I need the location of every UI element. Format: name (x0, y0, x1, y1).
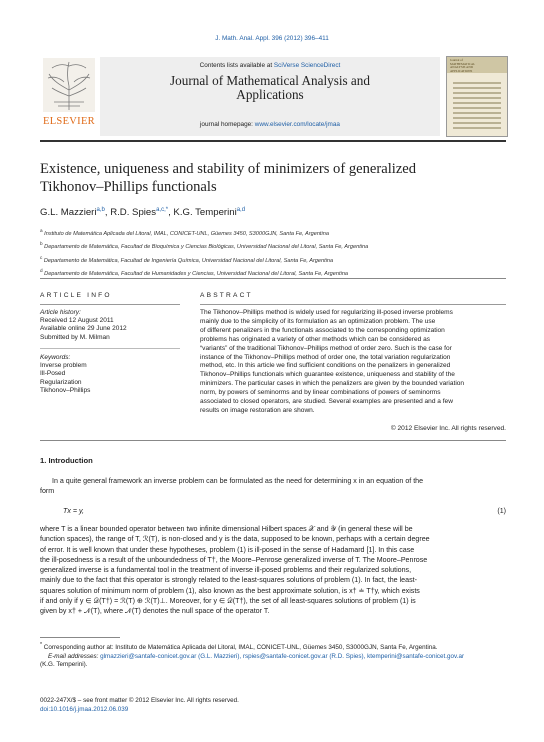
affiliation-marker: a (40, 228, 43, 233)
cover-title-line-2: MATHEMATICAL (450, 61, 476, 66)
footnote-marker: * (40, 642, 43, 648)
article-title-line-1: Existence, uniqueness and stability of minimizers of generalized (40, 161, 417, 177)
affiliation-text: Departamento de Matemática, Facultad de Bioquímica y Ciencias Biológicas, Universidad Nacional del Litoral, Santa Fe, Argentina (44, 244, 369, 251)
article-info-rule (40, 304, 180, 305)
email-label: E-mail addresses: (48, 652, 99, 660)
intro-line: where T is a linear bounded operator between two infinite dimensional Hilbert spaces 𝒳 and 𝒴 (in general these will be (40, 525, 413, 533)
journal-title (100, 74, 440, 101)
intro-line: of error. It is well known that under these hypotheses, problem (1) is ill-posed in the sense of Hadamard [1]. In this case (40, 545, 415, 554)
affiliation-text: Departamento de Matemática, Facultad de Humanidades y Ciencias, Universidad Nacional del Litoral, Santa Fe, Argentina (44, 271, 349, 278)
contents-line (100, 61, 440, 70)
sciencedirect-link[interactable]: SciVerse ScienceDirect (273, 62, 341, 69)
history-available: Available online 29 June 2012 (40, 325, 127, 333)
abstract-line: instance of the Tikhonov–Phillips method of order one, the total variation regularization (200, 353, 451, 361)
cover-title-line-1: Journal of (450, 58, 463, 62)
author-list (40, 207, 245, 218)
cover-title-line-3: ANALYSIS AND (450, 65, 473, 70)
section-heading-introduction: 1. Introduction (40, 456, 93, 465)
affiliation (40, 226, 510, 239)
intro-line: given by x† + 𝒩(T), where 𝒩(T) denotes the null space of the operator T. (40, 607, 270, 616)
intro-paragraph-2 (40, 524, 506, 617)
affiliation (40, 239, 510, 252)
publisher-logo-text: ELSEVIER (43, 116, 95, 127)
intro-paragraph-1 (40, 476, 506, 497)
intro-line: function spaces), the range of T, ℛ(T), is non-closed and y is the data, supposed to be known, perhaps with a certain degree (40, 535, 430, 544)
author-affil-marker[interactable]: a,d (236, 207, 246, 213)
journal-title-line-2: Applications (236, 86, 304, 102)
journal-homepage-link[interactable]: www.elsevier.com/locate/jmaa (254, 121, 340, 128)
abstract-line: Tikhonov–Phillips functionals which guarantee existence, uniqueness and stability of the (200, 371, 455, 379)
journal-title-line-1: Journal of Mathematical Analysis and (170, 73, 370, 88)
abstract-rule (200, 304, 506, 305)
author-affil-marker[interactable]: a,c,* (156, 207, 169, 213)
keyword: Regularization (40, 378, 82, 386)
abstract-line: method, etc. In this article we find sufficient conditions on the penalizers in generalized (200, 362, 451, 370)
homepage-prefix: journal homepage: (200, 121, 255, 128)
affiliation-marker: c (40, 254, 43, 260)
keywords-rule (40, 348, 180, 349)
intro-line: mainly due to the fact that this operator is strongly related to the least-squares solutions of problem (1). In fact, the least- (40, 576, 417, 585)
keyword: Inverse problem (40, 362, 87, 370)
abstract-line: “variants” of the traditional Tikhonov–Phillips method of order zero. Such is the case for (200, 344, 452, 352)
elsevier-logo (40, 56, 98, 132)
author-affil-marker[interactable]: a,b (96, 207, 105, 213)
author-2 (110, 207, 173, 218)
affiliation-text: Instituto de Matemática Aplicada del Litoral, IMAL, CONICET-UNL, Güemes 3450, S3000GJN, Santa Fe, Argentina (44, 230, 329, 237)
equation-1: Tx = y, (63, 507, 84, 515)
history-submitted: Submitted by M. Milman (40, 333, 110, 341)
abstract-line: norm, by powers of seminorms and by linear combinations of powers of seminorms (200, 389, 441, 397)
author-name: K.G. Temperini (173, 207, 237, 219)
abstract-line: The Tikhonov–Phillips method is widely used for regularizing ill-posed inverse problems (200, 309, 453, 316)
abstract-heading: ABSTRACT (200, 292, 253, 299)
intro-line: if and only if y ∈ 𝒟(T†) = ℛ(T) ⊕ ℛ(T)⊥. Moreover, for y ∈ 𝒟(T†), the set of all least-squares solutions of problem (1) is (40, 597, 416, 606)
footnote-rule (40, 637, 120, 638)
homepage-line (100, 120, 440, 129)
author-name: R.D. Spies (110, 207, 157, 219)
header-rule (40, 140, 506, 142)
issn-line: 0022-247X/$ – see front matter © 2012 Elsevier Inc. All rights reserved. (40, 697, 239, 704)
journal-header-box (100, 57, 440, 136)
history-label: Article history: (40, 309, 81, 316)
affiliation-marker: b (40, 241, 43, 247)
keyword: Ill-Posed (40, 370, 66, 378)
abstract-line: problems has originated a variety of other methods which can be considered as (200, 335, 430, 343)
abstract-copyright: © 2012 Elsevier Inc. All rights reserved. (390, 425, 506, 432)
affiliation-text: Departamento de Matemática, Facultad de Ingeniería Química, Universidad Nacional del Litoral, Santa Fe, Argentina (43, 257, 334, 264)
journal-cover-thumbnail (446, 56, 508, 137)
doi-link[interactable]: doi:10.1016/j.jmaa.2012.06.039 (40, 705, 129, 713)
article-history (40, 309, 180, 342)
abstract-bottom-rule (40, 440, 506, 441)
abstract-line: associated to closed operators, are studied. Several examples are presented and a few (200, 398, 453, 406)
affiliations-rule (40, 278, 506, 279)
keywords-label: Keywords: (40, 354, 71, 361)
author-separator: , (168, 207, 174, 219)
affiliation (40, 253, 510, 266)
journal-reference[interactable]: J. Math. Anal. Appl. 396 (2012) 396–411 (215, 35, 329, 42)
author-3 (173, 207, 245, 218)
intro-line: the ill-posedness is a result of the unboundedness of T†, the Moore–Penrose generalized inverse of T. The Moore–Penrose (40, 555, 428, 564)
intro-line: In a quite general framework an inverse problem can be formulated as the need for determining x in an equation of the (52, 477, 424, 485)
front-matter (40, 697, 506, 714)
email-links[interactable]: glmazzieri@santafe-conicet.gov.ar (G.L. Mazzieri), rspies@santafe-conicet.gov.ar (R.D. Spies), ktemperini@santafe-conicet.gov.ar (100, 652, 465, 660)
author-1 (40, 207, 110, 218)
article-title (40, 160, 510, 196)
article-title-line-2: Tikhonov–Phillips functionals (40, 179, 217, 195)
keywords-block (40, 354, 180, 395)
footnotes (40, 641, 506, 670)
equation-1-number: (1) (497, 507, 506, 515)
corresponding-author-text: Corresponding author at: Instituto de Matemática Aplicada del Litoral, IMAL, CONICET-UNL, Güemes 3450, S3000GJN, Santa Fe, Argentina. (43, 644, 438, 652)
affiliation-marker: d (40, 268, 43, 274)
abstract-line: minimizers. The particular cases in which the penalizers are given by the bounded variation (200, 380, 465, 388)
email-addresses (40, 653, 506, 662)
abstract-line: results on image restoration are shown. (200, 406, 315, 414)
author-separator: , (104, 207, 111, 219)
cover-title-line-4: APPLICATIONS (450, 68, 473, 73)
cover-title (450, 59, 475, 73)
abstract-line: mainly due to the simplicity of its formulation as an optimization problem. The use (200, 317, 436, 325)
intro-line: form (40, 487, 55, 496)
keyword: Tikhonov–Phillips (40, 386, 91, 394)
email-line-2: (K.G. Temperini). (40, 661, 88, 669)
article-info-heading: ARTICLE INFO (40, 292, 112, 299)
author-name: G.L. Mazzieri (40, 207, 97, 219)
intro-line: squares solution of minimum norm of problem (1), also known as the best approximate solution, is x† ≐ T†y, which exists (40, 586, 420, 595)
affiliations (40, 226, 510, 280)
abstract-text (200, 309, 506, 416)
abstract-line: of different penalizers in the functionals associated to the corresponding optimization (200, 326, 445, 334)
history-received: Received 12 August 2011 (40, 317, 114, 325)
contents-prefix: Contents lists available at (199, 62, 274, 69)
corresponding-author-note (40, 641, 506, 653)
intro-line: generalized inverse is a fundamental tool in the treatment of inverse ill-posed problems and their regularized solutions, (40, 566, 412, 575)
